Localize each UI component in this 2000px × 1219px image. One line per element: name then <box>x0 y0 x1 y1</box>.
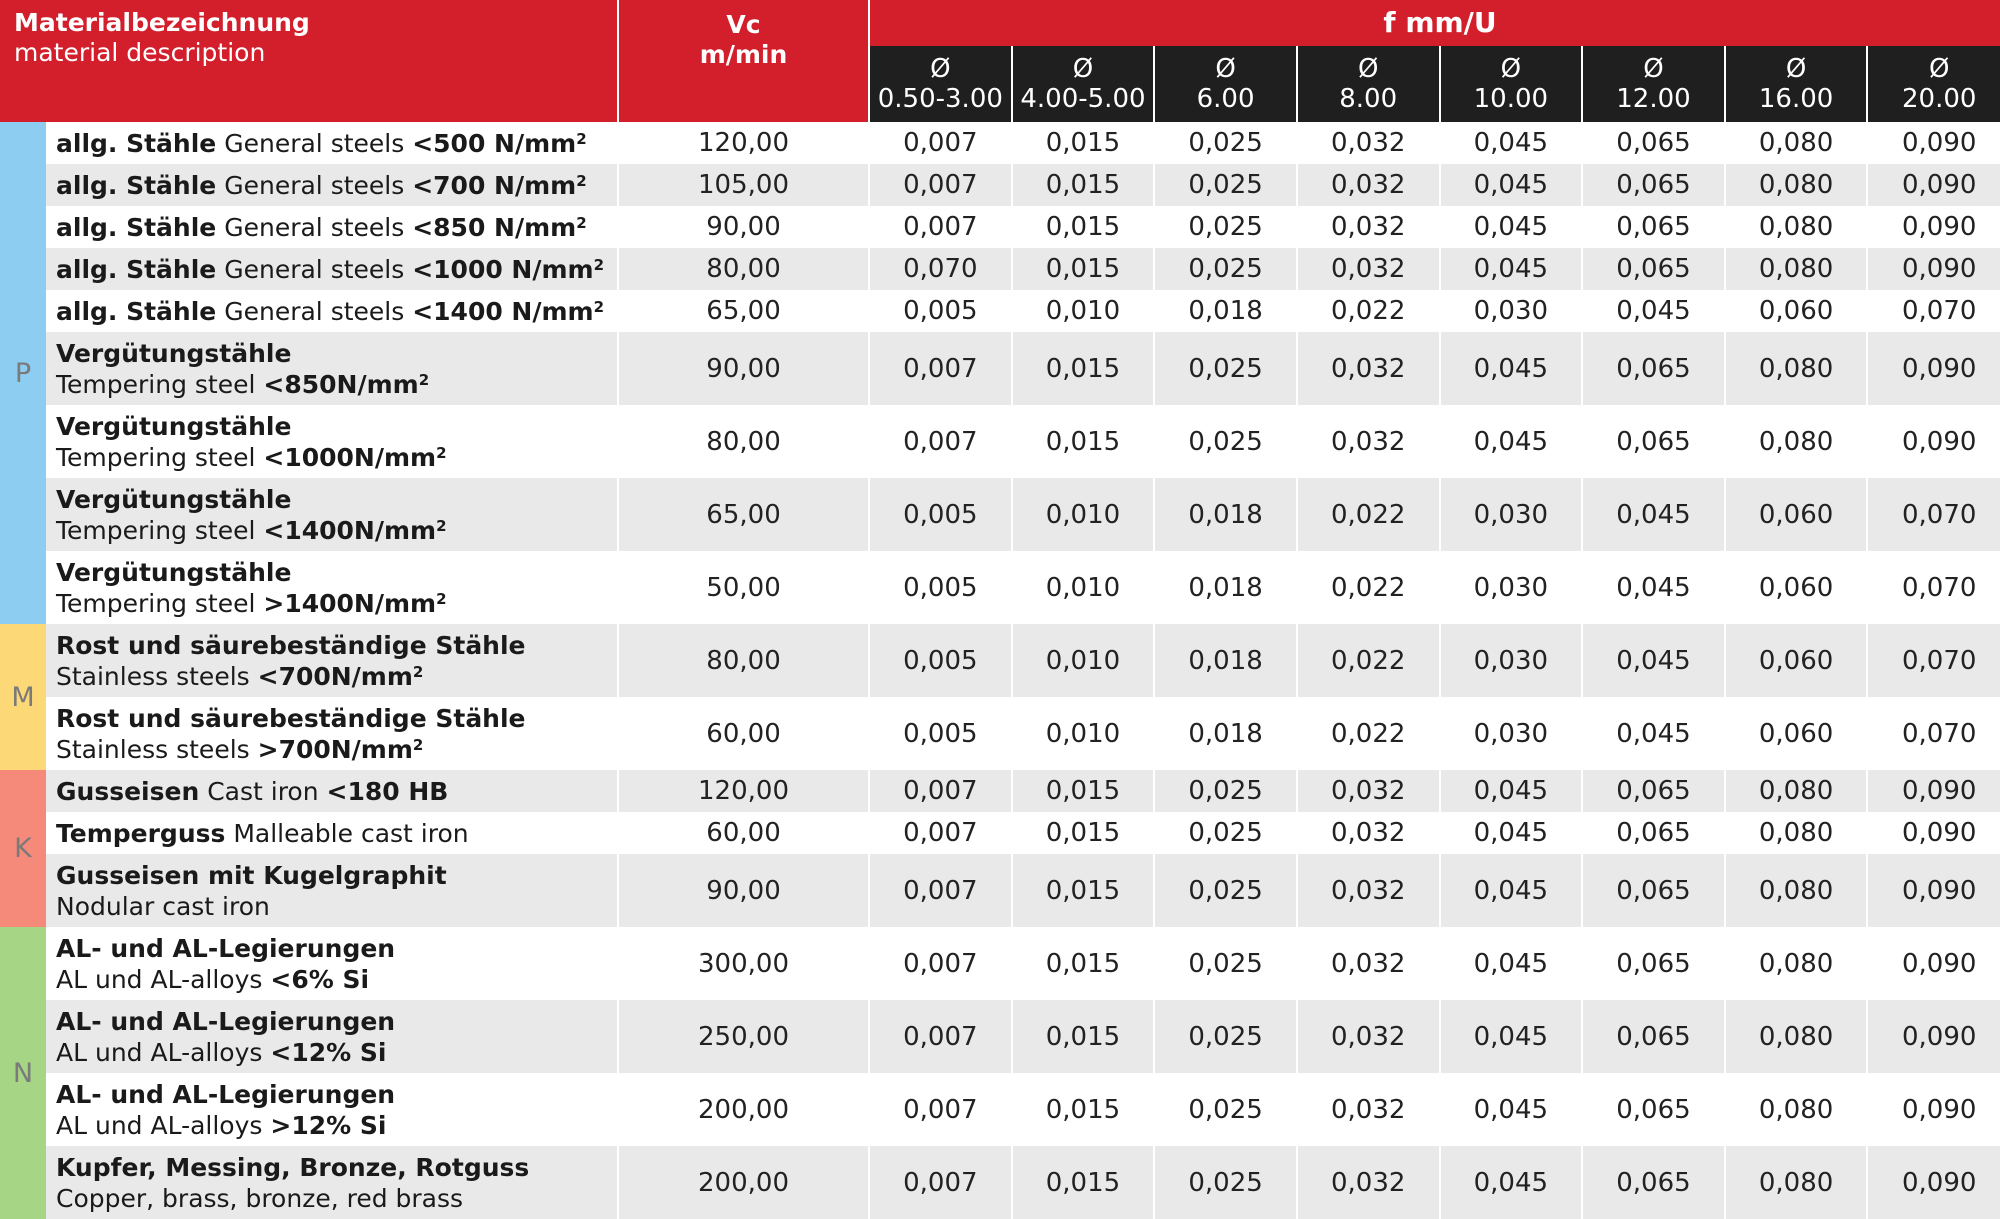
feed-value: 0,065 <box>1582 854 1725 927</box>
feed-value: 0,032 <box>1297 854 1440 927</box>
vc-header-unit: m/min <box>699 40 788 69</box>
table-row <box>0 1073 2000 1146</box>
material-name-en: Tempering steel <box>56 515 256 545</box>
table-row <box>0 854 2000 927</box>
feed-value: 0,010 <box>1012 697 1155 770</box>
feed-value: 0,065 <box>1582 770 1725 812</box>
feed-value: 0,015 <box>1012 1073 1155 1146</box>
material-name-de: Vergütungstähle <box>56 338 292 368</box>
feed-value: 0,007 <box>869 122 1012 164</box>
material-cell <box>46 248 618 290</box>
vc-value: 60,00 <box>618 812 869 854</box>
feed-value: 0,090 <box>1867 1146 2000 1219</box>
feed-header: f mm/U <box>869 0 2000 46</box>
material-name-de: Gusseisen <box>56 776 200 806</box>
feed-value: 0,060 <box>1725 624 1868 697</box>
material-name-de: allg. Stähle <box>56 254 217 284</box>
material-name-de: Kupfer, Messing, Bronze, Rotguss <box>56 1152 530 1182</box>
feed-value: 0,080 <box>1725 405 1868 478</box>
vc-value: 50,00 <box>618 551 869 624</box>
feed-value: 0,022 <box>1297 697 1440 770</box>
table-row <box>0 122 2000 164</box>
diameter-value: 16.00 <box>1758 83 1834 114</box>
material-header-en: material description <box>14 38 266 67</box>
feed-value: 0,025 <box>1154 1146 1297 1219</box>
feed-value: 0,005 <box>869 624 1012 697</box>
diameter-symbol: Ø <box>1500 53 1522 84</box>
material-cell <box>46 927 618 1000</box>
table-row <box>0 206 2000 248</box>
feed-value: 0,065 <box>1582 122 1725 164</box>
feed-value: 0,025 <box>1154 405 1297 478</box>
feed-value: 0,045 <box>1440 122 1583 164</box>
vc-value: 120,00 <box>618 770 869 812</box>
table-row <box>0 624 2000 697</box>
feed-value: 0,007 <box>869 927 1012 1000</box>
table-row <box>0 405 2000 478</box>
diameter-symbol: Ø <box>1215 53 1236 84</box>
feed-value: 0,025 <box>1154 164 1297 206</box>
diameter-symbol: Ø <box>1785 53 1807 84</box>
feed-value: 0,080 <box>1725 206 1868 248</box>
vc-value: 90,00 <box>618 332 869 405</box>
feed-value: 0,065 <box>1582 927 1725 1000</box>
vc-value: 105,00 <box>618 164 869 206</box>
material-spec: >12% Si <box>270 1110 387 1140</box>
material-cell <box>46 770 618 812</box>
feed-value: 0,060 <box>1725 478 1868 551</box>
feed-value: 0,090 <box>1867 206 2000 248</box>
diameter-value: 8.00 <box>1339 83 1398 114</box>
material-spec: $<1400N/mm^2$ <box>263 515 447 545</box>
material-cell <box>46 812 618 854</box>
feed-value: 0,005 <box>869 290 1012 332</box>
feed-value: 0,090 <box>1867 405 2000 478</box>
feed-value: 0,045 <box>1440 812 1583 854</box>
feed-value: 0,015 <box>1012 854 1155 927</box>
vc-value: 300,00 <box>618 927 869 1000</box>
vc-value: 80,00 <box>618 248 869 290</box>
vc-value: 60,00 <box>618 697 869 770</box>
feed-value: 0,065 <box>1582 164 1725 206</box>
diameter-value: 4.00-5.00 <box>1020 83 1146 114</box>
diameter-header-cell <box>869 46 1012 122</box>
material-cell <box>46 405 618 478</box>
material-name-de: Vergütungstähle <box>56 484 292 514</box>
diameter-value: 10.00 <box>1473 83 1549 114</box>
table-row <box>0 927 2000 1000</box>
material-name-de: Vergütungstähle <box>56 411 292 441</box>
feed-value: 0,090 <box>1867 248 2000 290</box>
material-name-en: General steels <box>224 296 405 326</box>
diameter-symbol: Ø <box>1928 53 1950 84</box>
table-body <box>0 122 2000 1219</box>
feed-value: 0,045 <box>1440 1073 1583 1146</box>
diameter-value: 12.00 <box>1616 83 1691 114</box>
feed-value: 0,080 <box>1725 122 1868 164</box>
material-header <box>0 0 618 122</box>
feed-value: 0,025 <box>1154 248 1297 290</box>
vc-value: 80,00 <box>618 405 869 478</box>
material-spec: $>1400N/mm^2$ <box>263 588 447 618</box>
diameter-symbol: Ø <box>1643 53 1664 84</box>
material-spec: <6% Si <box>270 964 370 994</box>
feed-value: 0,032 <box>1297 248 1440 290</box>
material-name-en: Malleable cast iron <box>233 818 469 848</box>
material-name-en: Stainless steels <box>56 734 250 764</box>
material-name-en: General steels <box>224 212 405 242</box>
table-row <box>0 478 2000 551</box>
material-name-en: General steels <box>224 254 405 284</box>
feed-value: 0,007 <box>869 1073 1012 1146</box>
feed-value: 0,022 <box>1297 290 1440 332</box>
feed-value: 0,065 <box>1582 248 1725 290</box>
material-cell <box>46 290 618 332</box>
diameter-header-cell <box>1297 46 1440 122</box>
feed-value: 0,015 <box>1012 248 1155 290</box>
feed-value: 0,032 <box>1297 206 1440 248</box>
material-name-de: Rost und säurebeständige Stähle <box>56 630 526 660</box>
diameter-header-cell <box>1725 46 1868 122</box>
feed-value: 0,032 <box>1297 927 1440 1000</box>
feed-value: 0,015 <box>1012 206 1155 248</box>
material-cell <box>46 206 618 248</box>
material-spec: <1400 $N/mm^2$ <box>412 296 605 326</box>
feed-value: 0,007 <box>869 770 1012 812</box>
feed-value: 0,032 <box>1297 332 1440 405</box>
material-cell <box>46 1000 618 1073</box>
diameter-header-cell <box>1582 46 1725 122</box>
table-row <box>0 551 2000 624</box>
vc-value: 200,00 <box>618 1073 869 1146</box>
diameter-header-cell <box>1154 46 1297 122</box>
material-name-de: Rost und säurebeständige Stähle <box>56 703 526 733</box>
vc-value: 90,00 <box>618 206 869 248</box>
material-spec: <700 $N/mm^2$ <box>412 170 587 200</box>
feed-value: 0,080 <box>1725 854 1868 927</box>
diameter-header-cell <box>1440 46 1583 122</box>
diameter-symbol: Ø <box>1357 53 1379 84</box>
feed-value: 0,025 <box>1154 812 1297 854</box>
table-header <box>0 0 2000 122</box>
diameter-value: 6.00 <box>1196 83 1255 114</box>
material-cell <box>46 164 618 206</box>
feed-value: 0,065 <box>1582 332 1725 405</box>
material-name-de: AL- und AL-Legierungen <box>56 1079 396 1109</box>
feed-value: 0,045 <box>1440 206 1583 248</box>
feed-value: 0,090 <box>1867 332 2000 405</box>
feed-value: 0,007 <box>869 332 1012 405</box>
feed-value: 0,032 <box>1297 770 1440 812</box>
material-name-en: Stainless steels <box>56 661 250 691</box>
material-name-en: Cast iron <box>207 776 319 806</box>
table-row <box>0 697 2000 770</box>
feed-value: 0,015 <box>1012 812 1155 854</box>
feed-value: 0,080 <box>1725 248 1868 290</box>
material-spec: <180 HB <box>326 776 449 806</box>
material-name-de: allg. Stähle <box>56 296 217 326</box>
vc-value: 250,00 <box>618 1000 869 1073</box>
material-name-en: General steels <box>224 170 405 200</box>
table-row <box>0 1000 2000 1073</box>
material-name-en: Copper, brass, bronze, red brass <box>56 1183 464 1213</box>
feed-value: 0,065 <box>1582 1146 1725 1219</box>
feed-value: 0,090 <box>1867 1073 2000 1146</box>
material-name-en: Tempering steel <box>56 588 256 618</box>
material-cell <box>46 854 618 927</box>
feed-value: 0,080 <box>1725 332 1868 405</box>
feed-value: 0,080 <box>1725 1073 1868 1146</box>
feed-value: 0,007 <box>869 854 1012 927</box>
feed-value: 0,080 <box>1725 927 1868 1000</box>
material-cell <box>46 551 618 624</box>
feed-value: 0,025 <box>1154 927 1297 1000</box>
feed-value: 0,060 <box>1725 551 1868 624</box>
vc-value: 65,00 <box>618 478 869 551</box>
feed-value: 0,015 <box>1012 927 1155 1000</box>
feed-value: 0,022 <box>1297 551 1440 624</box>
feed-value: 0,045 <box>1440 1146 1583 1219</box>
material-name-de: Vergütungstähle <box>56 557 292 587</box>
feed-value: 0,032 <box>1297 1073 1440 1146</box>
feed-value: 0,090 <box>1867 122 2000 164</box>
feed-value: 0,025 <box>1154 1000 1297 1073</box>
feed-value: 0,007 <box>869 812 1012 854</box>
feed-value: 0,010 <box>1012 551 1155 624</box>
feed-value: 0,090 <box>1867 812 2000 854</box>
material-spec: <850 $N/mm^2$ <box>412 212 587 242</box>
feed-value: 0,080 <box>1725 812 1868 854</box>
feed-value: 0,070 <box>1867 624 2000 697</box>
feed-value: 0,025 <box>1154 332 1297 405</box>
vc-value: 65,00 <box>618 290 869 332</box>
feed-value: 0,070 <box>1867 478 2000 551</box>
feed-value: 0,032 <box>1297 812 1440 854</box>
feed-value: 0,045 <box>1440 332 1583 405</box>
feed-value: 0,015 <box>1012 1000 1155 1073</box>
feed-value: 0,018 <box>1154 478 1297 551</box>
vc-value: 200,00 <box>618 1146 869 1219</box>
feed-value: 0,080 <box>1725 164 1868 206</box>
feed-value: 0,025 <box>1154 122 1297 164</box>
material-name-en: AL und AL-alloys <box>56 1110 263 1140</box>
feed-value: 0,045 <box>1582 478 1725 551</box>
feed-value: 0,015 <box>1012 1146 1155 1219</box>
feed-value: 0,032 <box>1297 164 1440 206</box>
table-row <box>0 164 2000 206</box>
feed-value: 0,030 <box>1440 478 1583 551</box>
material-name-en: Tempering steel <box>56 442 256 472</box>
table-row <box>0 1146 2000 1219</box>
feed-value: 0,045 <box>1582 697 1725 770</box>
feed-value: 0,045 <box>1440 854 1583 927</box>
material-spec: <500 $N/mm^2$ <box>412 128 587 158</box>
diameter-symbol: Ø <box>930 53 951 84</box>
material-group-band: M <box>0 624 46 770</box>
table-row <box>0 290 2000 332</box>
feed-value: 0,007 <box>869 1000 1012 1073</box>
material-header-de: Materialbezeichnung <box>14 8 310 37</box>
material-cell <box>46 697 618 770</box>
feed-value: 0,032 <box>1297 405 1440 478</box>
material-name-de: allg. Stähle <box>56 170 217 200</box>
feed-value: 0,005 <box>869 478 1012 551</box>
diameter-symbol: Ø <box>1072 53 1094 84</box>
material-cell <box>46 332 618 405</box>
feed-value: 0,080 <box>1725 770 1868 812</box>
material-group-band: N <box>0 927 46 1219</box>
material-name-de: Gusseisen mit Kugelgraphit <box>56 860 447 890</box>
feed-value: 0,090 <box>1867 927 2000 1000</box>
diameter-header-cell <box>1012 46 1155 122</box>
material-group-band: P <box>0 122 46 624</box>
feed-value: 0,080 <box>1725 1146 1868 1219</box>
feed-value: 0,032 <box>1297 1000 1440 1073</box>
feed-value: 0,090 <box>1867 1000 2000 1073</box>
feed-value: 0,090 <box>1867 854 2000 927</box>
material-name-en: AL und AL-alloys <box>56 964 263 994</box>
feed-value: 0,007 <box>869 1146 1012 1219</box>
material-cell <box>46 1073 618 1146</box>
feed-value: 0,010 <box>1012 478 1155 551</box>
material-cell <box>46 478 618 551</box>
feed-value: 0,032 <box>1297 122 1440 164</box>
feed-value: 0,045 <box>1440 248 1583 290</box>
feed-value: 0,030 <box>1440 697 1583 770</box>
material-cell <box>46 1146 618 1219</box>
material-name-de: AL- und AL-Legierungen <box>56 933 396 963</box>
diameter-value: 0.50-3.00 <box>877 83 1003 114</box>
feed-value: 0,018 <box>1154 551 1297 624</box>
feed-value: 0,070 <box>1867 290 2000 332</box>
material-spec: <12% Si <box>270 1037 387 1067</box>
feed-value: 0,007 <box>869 206 1012 248</box>
material-name-de: allg. Stähle <box>56 212 217 242</box>
feed-value: 0,045 <box>1440 405 1583 478</box>
material-cell <box>46 122 618 164</box>
feed-value: 0,010 <box>1012 290 1155 332</box>
material-name-en: General steels <box>224 128 405 158</box>
feed-value: 0,080 <box>1725 1000 1868 1073</box>
material-name-en: Tempering steel <box>56 369 256 399</box>
feed-value: 0,015 <box>1012 164 1155 206</box>
feed-value: 0,045 <box>1440 770 1583 812</box>
table-row <box>0 770 2000 812</box>
material-spec: $<850N/mm^2$ <box>263 369 430 399</box>
feed-value: 0,010 <box>1012 624 1155 697</box>
feed-value: 0,032 <box>1297 1146 1440 1219</box>
feed-value: 0,022 <box>1297 478 1440 551</box>
feed-value: 0,030 <box>1440 551 1583 624</box>
material-spec: $<1000N/mm^2$ <box>263 442 447 472</box>
feed-value: 0,045 <box>1582 624 1725 697</box>
material-cell <box>46 624 618 697</box>
feed-value: 0,065 <box>1582 812 1725 854</box>
feed-value: 0,015 <box>1012 405 1155 478</box>
feed-value: 0,065 <box>1582 1000 1725 1073</box>
vc-value: 80,00 <box>618 624 869 697</box>
vc-value: 90,00 <box>618 854 869 927</box>
feed-value: 0,090 <box>1867 164 2000 206</box>
feed-value: 0,045 <box>1582 290 1725 332</box>
feed-value: 0,070 <box>1867 551 2000 624</box>
vc-value: 120,00 <box>618 122 869 164</box>
feed-value: 0,018 <box>1154 290 1297 332</box>
material-spec: <1000 $N/mm^2$ <box>412 254 605 284</box>
feed-value: 0,045 <box>1440 164 1583 206</box>
feed-value: 0,018 <box>1154 624 1297 697</box>
material-spec: $>700N/mm^2$ <box>257 734 424 764</box>
material-name-de: AL- und AL-Legierungen <box>56 1006 396 1036</box>
feed-value: 0,060 <box>1725 290 1868 332</box>
feed-value: 0,030 <box>1440 624 1583 697</box>
feed-value: 0,060 <box>1725 697 1868 770</box>
feed-value: 0,018 <box>1154 697 1297 770</box>
feed-value: 0,030 <box>1440 290 1583 332</box>
feed-value: 0,005 <box>869 551 1012 624</box>
vc-header-label: Vc <box>726 10 761 39</box>
material-name-en: AL und AL-alloys <box>56 1037 263 1067</box>
table-row <box>0 332 2000 405</box>
feed-value: 0,065 <box>1582 206 1725 248</box>
feed-value: 0,070 <box>869 248 1012 290</box>
feed-value: 0,025 <box>1154 206 1297 248</box>
feed-value: 0,070 <box>1867 697 2000 770</box>
feed-value: 0,045 <box>1582 551 1725 624</box>
feed-value: 0,015 <box>1012 770 1155 812</box>
vc-header <box>618 0 869 122</box>
feed-value: 0,015 <box>1012 122 1155 164</box>
feed-value: 0,005 <box>869 697 1012 770</box>
table-row <box>0 812 2000 854</box>
feed-value: 0,045 <box>1440 1000 1583 1073</box>
material-name-en: Nodular cast iron <box>56 891 270 921</box>
feed-value: 0,007 <box>869 164 1012 206</box>
material-name-de: Temperguss <box>56 818 226 848</box>
feed-value: 0,015 <box>1012 332 1155 405</box>
feed-value: 0,025 <box>1154 1073 1297 1146</box>
material-group-band: K <box>0 770 46 927</box>
feed-value: 0,025 <box>1154 770 1297 812</box>
diameter-value: 20.00 <box>1901 83 1977 114</box>
material-spec: $<700N/mm^2$ <box>257 661 424 691</box>
feed-value: 0,065 <box>1582 405 1725 478</box>
table-row <box>0 248 2000 290</box>
diameter-header-cell <box>1867 46 2000 122</box>
feed-value: 0,065 <box>1582 1073 1725 1146</box>
feed-value: 0,025 <box>1154 854 1297 927</box>
feed-value: 0,045 <box>1440 927 1583 1000</box>
feed-value: 0,007 <box>869 405 1012 478</box>
material-name-de: allg. Stähle <box>56 128 217 158</box>
feed-value: 0,090 <box>1867 770 2000 812</box>
feed-value: 0,022 <box>1297 624 1440 697</box>
